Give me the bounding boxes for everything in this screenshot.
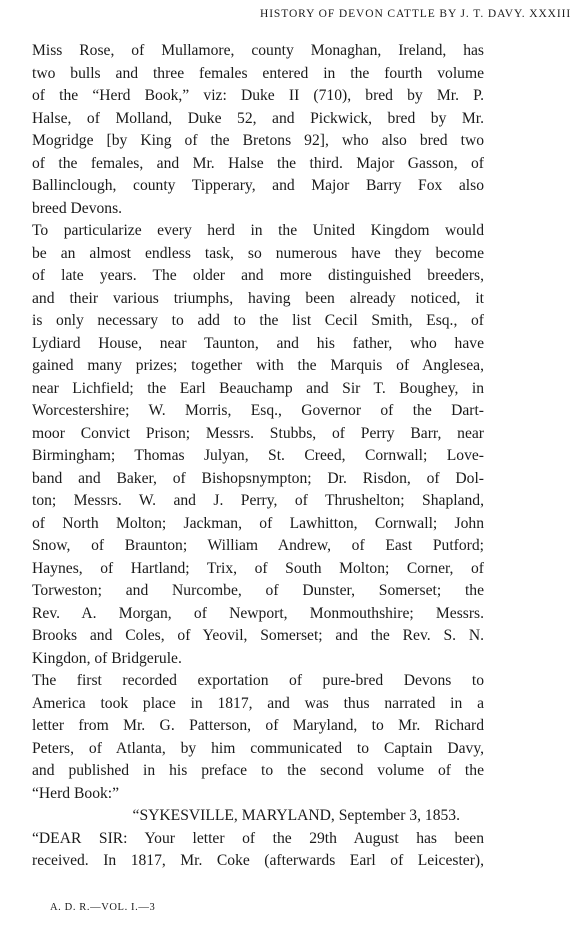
running-head: HISTORY OF DEVON CATTLE BY J. T. DAVY. XXXIII: [260, 8, 571, 20]
paragraph-particularize: [32, 220, 484, 670]
text-line: be an almost endless task, so numerous have they become: [32, 244, 484, 262]
text-line: Brooks and Coles, of Yeovil, Somerset; and the Rev. S. N.: [32, 627, 484, 644]
text-line: letter from Mr. G. Patterson, of Maryland, to Mr. Richard: [32, 717, 484, 734]
text-line: is only necessary to add to the list Cecil Smith, Esq., of: [32, 312, 484, 329]
text-line: America took place in 1817, and was thus narrated in a: [32, 694, 484, 712]
text-line: Lydiard House, near Taunton, and his father, who have: [32, 334, 484, 352]
text-line: near Lichfield; the Earl Beauchamp and Sir T. Boughey, in: [32, 379, 484, 397]
text-line: and their various triumphs, having been already noticed, it: [32, 289, 484, 307]
text-line: To particularize every herd in the United Kingdom would: [32, 222, 484, 239]
text-line: band and Baker, of Bishopsnympton; Dr. Risdon, of Dol-: [32, 469, 484, 487]
text-line: Peters, of Atlanta, by him communicated to Captain Davy,: [32, 739, 484, 757]
text-line: gained many prizes; together with the Marquis of Anglesea,: [32, 357, 484, 374]
text-line: Snow, of Braunton; William Andrew, of East Putford;: [32, 537, 484, 554]
text-line: Worcestershire; W. Morris, Esq., Governor of the Dart-: [32, 402, 484, 419]
text-line: Torweston; and Nurcombe, of Dunster, Somerset; the: [32, 582, 484, 599]
text-line: Birmingham; Thomas Julyan, St. Creed, Cornwall; Love-: [32, 447, 484, 464]
text-line: The first recorded exportation of pure-bred Devons to: [32, 672, 484, 689]
text-line: Kingdon, of Bridgerule.: [32, 649, 182, 667]
text-line: Mogridge [by King of the Bretons 92], who also bred two: [32, 132, 484, 149]
text-line: Rev. A. Morgan, of Newport, Monmouthshire; Messrs.: [32, 604, 484, 622]
signature-mark: A. D. R.—VOL. I.—3: [50, 902, 156, 913]
text-line: of the “Herd Book,” viz: Duke II (710), bred by Mr. P.: [32, 87, 484, 104]
paragraph-miss-rose: [32, 40, 484, 220]
text-line: of the females, and Mr. Halse the third. Major Gasson, of: [32, 154, 484, 172]
text-line: two bulls and three females entered in the fourth volume: [32, 64, 484, 82]
text-line: of late years. The older and more distinguished breeders,: [32, 267, 484, 284]
text-line: Halse, of Molland, Duke 52, and Pickwick, bred by Mr.: [32, 109, 484, 127]
text-line: breed Devons.: [32, 199, 123, 217]
paragraph-exportation: [32, 670, 484, 805]
text-line: received. In 1817, Mr. Coke (afterwards Earl of Leicester),: [32, 852, 484, 869]
body-text: [32, 40, 484, 873]
text-line: “Herd Book:”: [32, 784, 120, 802]
text-line: “DEAR SIR: Your letter of the 29th August has been: [32, 829, 484, 847]
text-line: Miss Rose, of Mullamore, county Monaghan, Ireland, has: [32, 42, 484, 59]
text-line: moor Convict Prison; Messrs. Stubbs, of Perry Barr, near: [32, 424, 484, 442]
letter-dateline: “SYKESVILLE, MARYLAND, September 3, 1853.: [132, 807, 460, 824]
text-line: and published in his preface to the second volume of the: [32, 762, 484, 779]
text-line: of North Molton; Jackman, of Lawhitton, Cornwall; John: [32, 514, 484, 532]
text-line: ton; Messrs. W. and J. Perry, of Thrushelton; Shapland,: [32, 492, 484, 509]
text-line: Haynes, of Hartland; Trix, of South Molton; Corner, of: [32, 559, 484, 577]
text-line: Ballinclough, county Tipperary, and Major Barry Fox also: [32, 177, 484, 194]
letter-body: [32, 828, 484, 873]
